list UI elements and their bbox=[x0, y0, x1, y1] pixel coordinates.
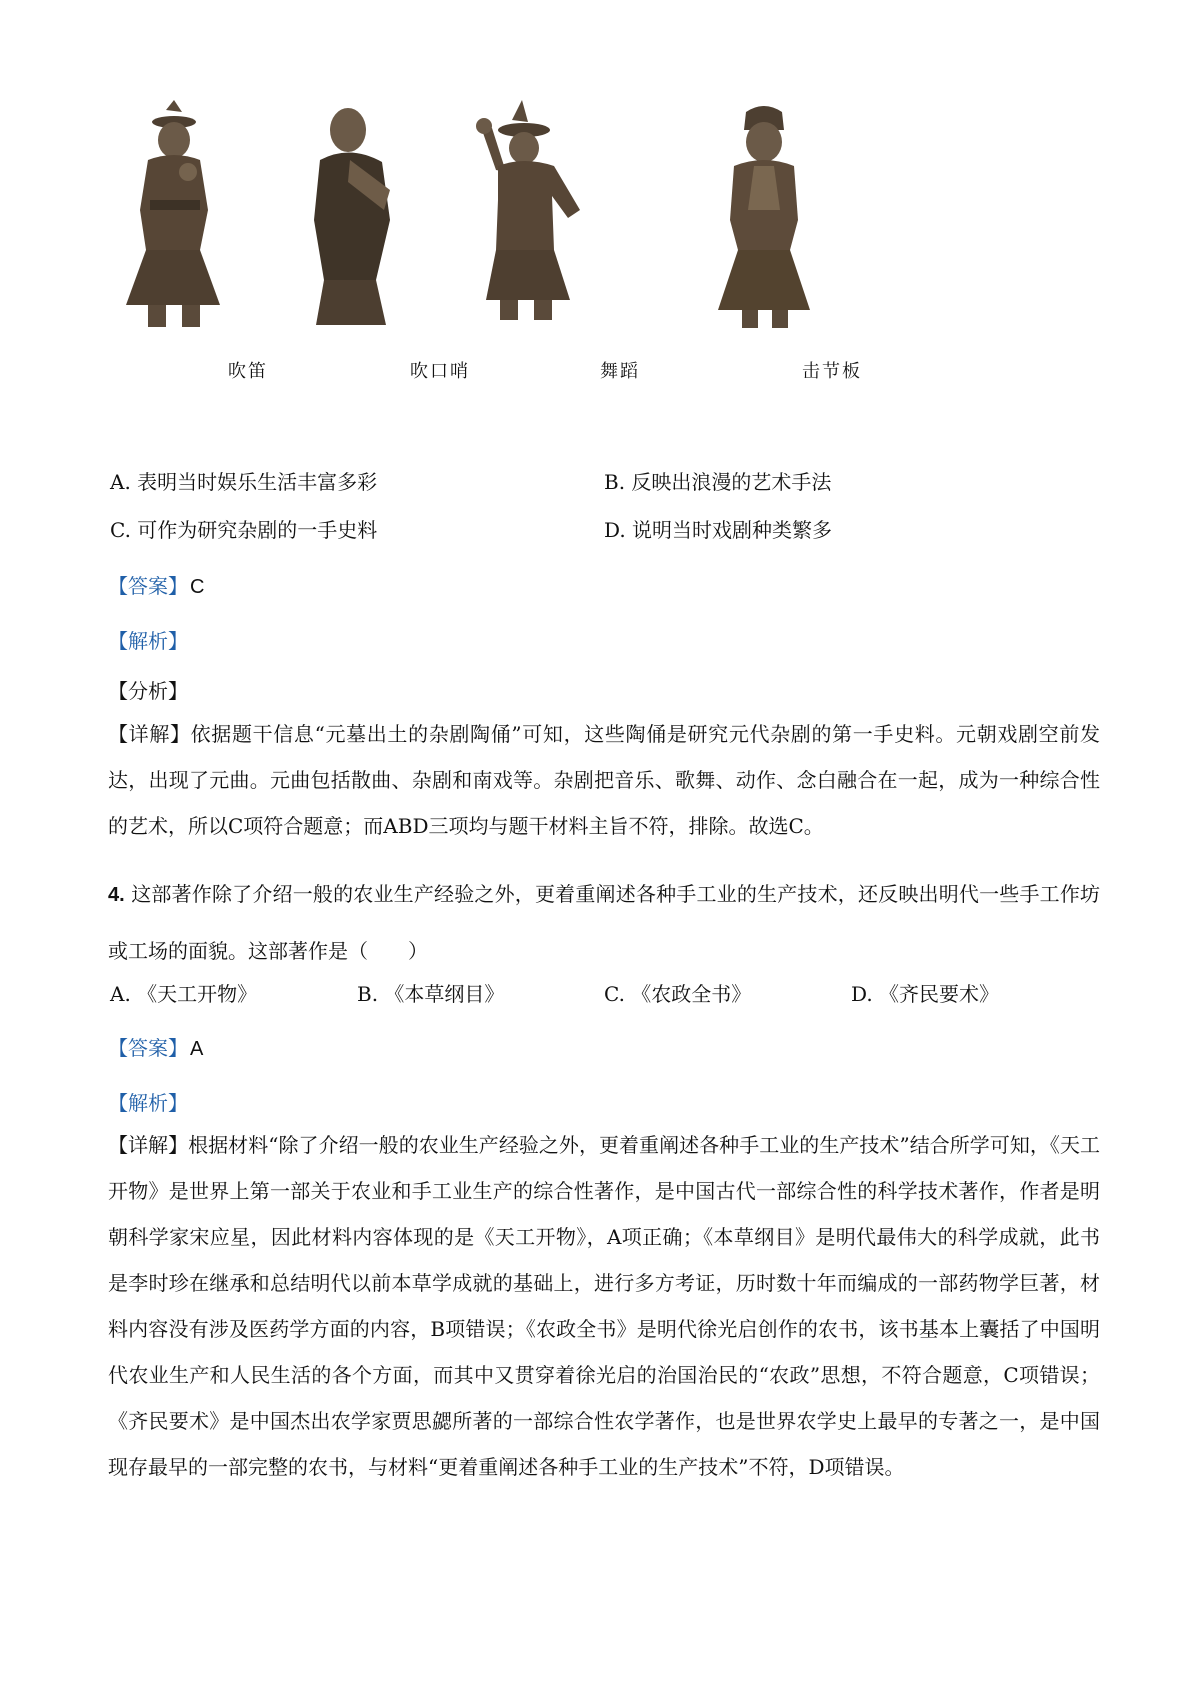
q4-option-d: D. 《齐民要术》 bbox=[851, 982, 1000, 1006]
q4-option-b: B. 《本草纲目》 bbox=[357, 982, 505, 1006]
q3-fenxi-label: 【分析】 bbox=[108, 679, 188, 703]
q4-stem bbox=[108, 866, 1100, 979]
figure-caption-3: 舞蹈 bbox=[600, 361, 640, 382]
q3-answer bbox=[108, 570, 204, 599]
q4-number: 4. bbox=[108, 884, 125, 906]
q3-answer-value: C bbox=[190, 576, 205, 598]
q4-detail: 【详解】根据材料“除了介绍一般的农业生产经验之外，更着重阐述各种手工业的生产技术”结合所学可知，《天工开物》是世界上第一部关于农业和手工业生产的综合性著作，是中国古代一部综合性的科学技术著作，作者是明朝科学家宋应星，因此材料内容体现的是《天工开物》，A项正确；《本草纲目》是明代最伟大的科学成就，此书是李时珍在继承和总结明代以前本草学成就的基础上，进行多方考证，历时数十年而编成的一部药物学巨著，材料内容没有涉及医药学方面的内容，B项错误；《农政全书》是明代徐光启创作的农书，该书基本上囊括了中国明代农业生产和人民生活的各个方面，而其中又贯穿着徐光启的治国治民的“农政”思想，不符合题意，C项错误；《齐民要术》是中国杰出农学家贾思勰所著的一部综合性农学著作，也是世界农学史上最早的专著之一，是中国现存最早的一部完整的农书，与材料“更着重阐述各种手工业的生产技术”不符，D项错误。 bbox=[108, 1133, 1100, 1479]
q3-detail: 【详解】依据题干信息“元墓出土的杂剧陶俑”可知，这些陶俑是研究元代杂剧的第一手史料。元朝戏剧空前发达，出现了元曲。元曲包括散曲、杂剧和南戏等。杂剧把音乐、歌舞、动作、念白融合在一起，成为一种综合性的艺术，所以C项符合题意；而ABD三项均与题干材料主旨不符，排除。故选C。 bbox=[108, 722, 1100, 838]
figurine-dance bbox=[462, 100, 592, 335]
q3-answer-label: 【答案】 bbox=[108, 574, 188, 598]
q4-answer-label: 【答案】 bbox=[108, 1036, 188, 1060]
q3-option-d: D. 说明当时戏剧种类繁多 bbox=[604, 518, 833, 542]
q3-analysis-label: 【解析】 bbox=[108, 629, 188, 653]
q4-stem-text: 这部著作除了介绍一般的农业生产经验之外，更着重阐述各种手工业的生产技术，还反映出明代一些手工作坊或工场的面貌。这部著作是（ ） bbox=[108, 882, 1101, 963]
figurine-clapper bbox=[700, 100, 830, 335]
q4-answer-value: A bbox=[190, 1038, 204, 1060]
q3-option-a: A. 表明当时娱乐生活丰富多彩 bbox=[110, 470, 378, 494]
figurine-flute bbox=[108, 100, 238, 335]
figurine-whistle bbox=[290, 100, 420, 335]
figure-caption-1: 吹笛 bbox=[228, 361, 268, 382]
q4-answer bbox=[108, 1032, 203, 1061]
figure-caption-2: 吹口哨 bbox=[410, 361, 470, 382]
q4-option-c: C. 《农政全书》 bbox=[604, 982, 752, 1006]
q4-analysis-label: 【解析】 bbox=[108, 1091, 188, 1115]
q4-option-a: A. 《天工开物》 bbox=[110, 982, 258, 1006]
q3-option-b: B. 反映出浪漫的艺术手法 bbox=[604, 470, 832, 494]
figure-caption-4: 击节板 bbox=[802, 361, 862, 382]
q3-option-c: C. 可作为研究杂剧的一手史料 bbox=[110, 518, 378, 542]
